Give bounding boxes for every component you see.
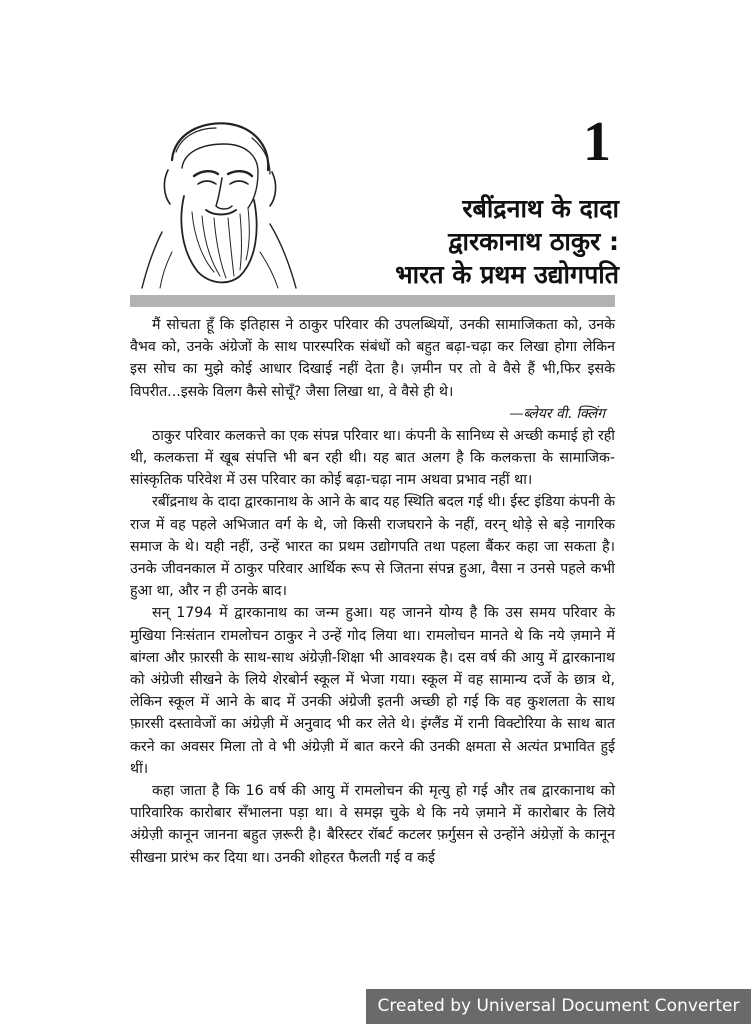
chapter-number: 1 (583, 111, 611, 173)
chapter-title (319, 192, 619, 291)
epigraph-text: मैं सोचता हूँ कि इतिहास ने ठाकुर परिवार की उपलब्धियों, उनकी सामाजिकता को, उनके वैभव को, उनके अंग्रेजों के साथ पारस्परिक संबंधों को बहुत बढ़ा-चढ़ा कर लिखा होगा लेकिन इस सोच का मुझे कोई आधार दिखाई नहीं देता है। ज़मीन पर तो वे वैसे हैं भी,फिर इसके विपरीत...इसके विलग कैसे सोचूँ? जैसा लिखा था, वे वैसे ही थे। (130, 317, 615, 400)
body-paragraph: ठाकुर परिवार कलकत्ते का एक संपन्न परिवार था। कंपनी के सानिध्य से अच्छी कमाई हो रही थी, कलकत्ता में खूब संपत्ति भी बन रही थी। यह बात अलग है कि कलकत्ता के सामाजिक-सांस्कृतिक परिवेश में उस परिवार का कोई बढ़ा-चढ़ा नाम अथवा प्रभाव नहीं था। (130, 427, 615, 489)
converter-watermark: Created by Universal Document Converter (366, 989, 751, 1024)
epigraph-attribution: —ब्लेयर वी. क्लिंग (509, 405, 605, 422)
chapter-body (130, 314, 615, 869)
chapter-title-line: द्वारकानाथ ठाकुर : (448, 227, 619, 256)
portrait-illustration (132, 112, 302, 290)
chapter-title-line: रबींद्रनाथ के दादा (462, 194, 619, 223)
title-divider (130, 295, 615, 307)
chapter-title-line: भारत के प्रथम उद्योगपति (395, 260, 619, 289)
body-paragraph: रबींद्रनाथ के दादा द्वारकानाथ के आने के बाद यह स्थिति बदल गई थी। ईस्ट इंडिया कंपनी के राज में वह पहले अभिजात वर्ग के थे, जो किसी राजघराने के नहीं, वरन् थोड़े से बड़े नागरिक समाज के थे। यही नहीं, उन्हें भारत का प्रथम उद्योगपति तथा पहला बैंकर कहा जा सकता है। उनके जीवनकाल में ठाकुर परिवार आर्थिक रूप से जितना संपन्न हुआ, वैसा न उनसे पहले कभी हुआ था, और न ही उनके बाद। (130, 494, 615, 600)
body-paragraph: सन् 1794 में द्वारकानाथ का जन्म हुआ। यह जानने योग्य है कि उस समय परिवार के मुखिया निःसंतान रामलोचन ठाकुर ने उन्हें गोद लिया था। रामलोचन मानते थे कि नये ज़माने में बांग्ला और फ़ारसी के साथ-साथ अंग्रेज़ी-शिक्षा भी आवश्यक है। दस वर्ष की आयु में द्वारकानाथ को अंग्रेजी सीखने के लिये शेरबोर्न स्कूल में भेजा गया। स्कूल में वह सामान्य दर्जे के छात्र थे, लेकिन स्कूल में आने के बाद में उनकी अंग्रेजी इतनी अच्छी हो गई कि वह कुशलता के साथ फ़ारसी दस्तावेजों का अंग्रेज़ी में अनुवाद भी कर लेते थे। इंग्लैंड में रानी विक्टोरिया के साथ बात करने का अवसर मिला तो वे भी अंग्रेज़ी में बात करने की उनकी क्षमता से अत्यंत प्रभावित हुई थीं। (130, 605, 615, 777)
body-paragraph: कहा जाता है कि 16 वर्ष की आयु में रामलोचन की मृत्यु हो गई और तब द्वारकानाथ को पारिवारिक कारोबार सँभालना पड़ा था। वे समझ चुके थे कि नये ज़माने में कारोबार के लिये अंग्रेज़ी कानून जानना बहुत ज़रूरी है। बैरिस्टर रॉबर्ट कटलर फ़र्गुसन से उन्होंने अंग्रेज़ों के कानून सीखना प्रारंभ कर दिया था। उनकी शोहरत फैलती गई व कई (130, 783, 615, 866)
